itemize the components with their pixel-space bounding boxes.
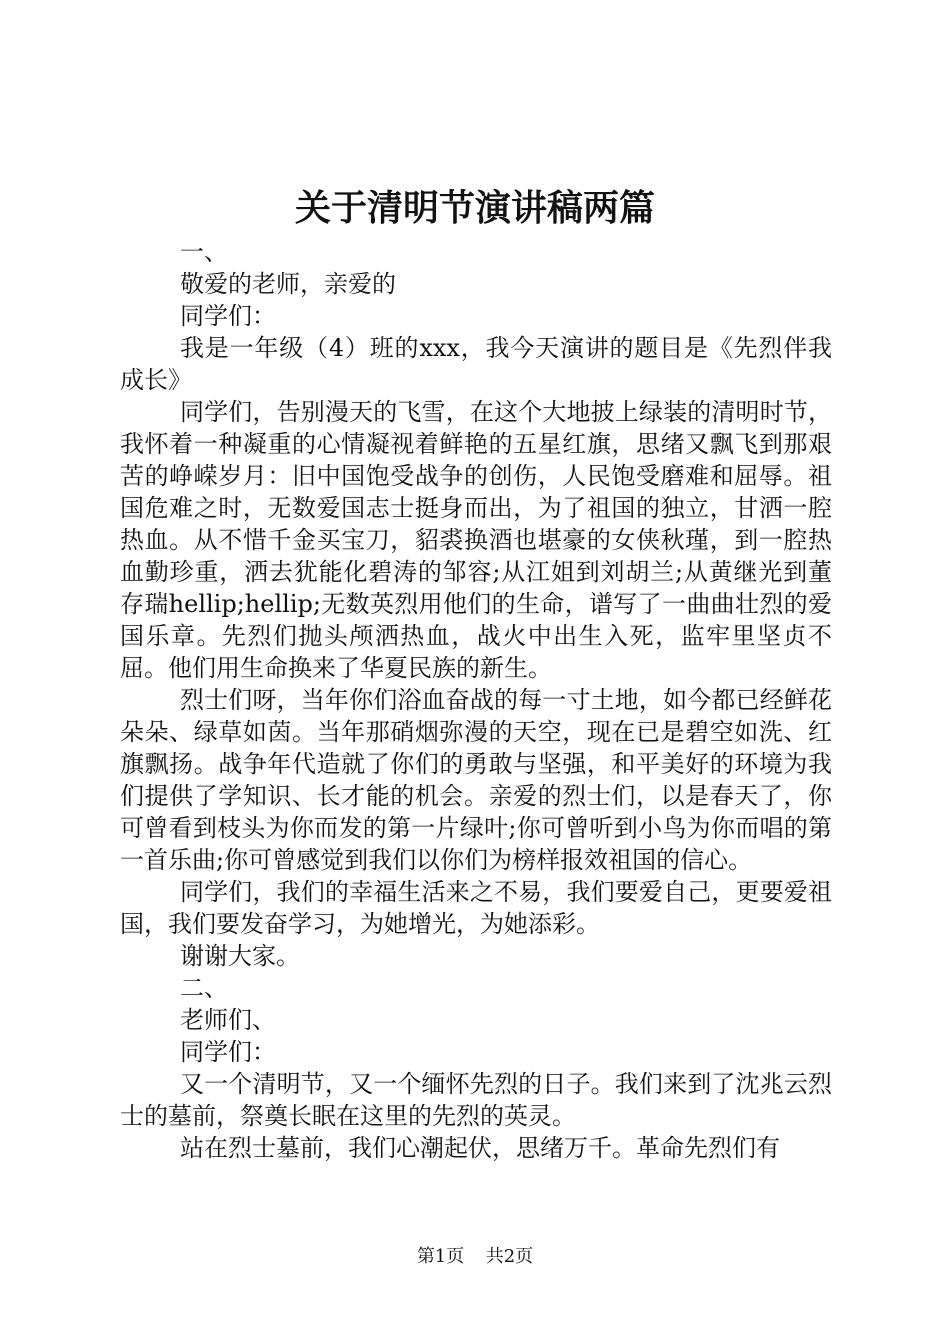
paragraph-salutation-teachers-two: 老师们、	[180, 1006, 276, 1034]
page-title: 关于清明节演讲稿两篇	[294, 188, 655, 229]
paragraph-section-one-heading: 一、	[180, 238, 228, 266]
paragraph-tomb-reflection: 站在烈士墓前，我们心潮起伏，思绪万千。革命先烈们有	[180, 1134, 780, 1162]
paragraph-salutation-teachers: 敬爱的老师，亲爱的	[180, 270, 396, 298]
paragraph-section-two-heading: 二、	[180, 974, 228, 1002]
document-body	[120, 236, 832, 1164]
page-footer	[0, 1245, 950, 1269]
page-number: 第1页	[416, 1246, 465, 1267]
paragraph-martyrs-address: 烈士们呀，当年你们浴血奋战的每一寸土地，如今都已经鲜花朵朵、绿草如茵。当年那硝烟弥漫的天空，现在已是碧空如洗、红旗飘扬。战争年代造就了你们的勇敢与坚强，和平美好的环境为我们提供了学知识、长才能的机会。亲爱的烈士们，以是春天了，你可曾看到枝头为你而发的第一片绿叶;你可曾听到小鸟为你而唱的第一首乐曲;你可曾感觉到我们以你们为榜样报效祖国的信心。	[120, 686, 832, 874]
paragraph-salutation-students-two: 同学们：	[180, 1038, 276, 1066]
paragraph-qingming-intro: 又一个清明节，又一个缅怀先烈的日子。我们来到了沈兆云烈士的墓前，祭奠长眠在这里的先烈的英灵。	[120, 1070, 832, 1130]
paragraph-martyrs-history: 同学们，告别漫天的飞雪，在这个大地披上绿装的清明时节，我怀着一种凝重的心情凝视着鲜艳的五星红旗，思绪又飘飞到那艰苦的峥嵘岁月：旧中国饱受战争的创伤，人民饱受磨难和屈辱。祖国危难之时，无数爱国志士挺身而出，为了祖国的独立，甘洒一腔热血。从不惜千金买宝刀，貂裘换酒也堪豪的女侠秋瑾，到一腔热血勤珍重，洒去犹能化碧涛的邹容;从江姐到刘胡兰;从黄继光到董存瑞hellip;hellip;无数英烈用他们的生命，谱写了一曲曲壮烈的爱国乐章。先烈们抛头颅洒热血，战火中出生入死，监牢里坚贞不屈。他们用生命换来了华夏民族的新生。	[120, 398, 832, 682]
paragraph-intro: 我是一年级（4）班的xxx，我今天演讲的题目是《先烈伴我成长》	[120, 334, 832, 394]
paragraph-thanks: 谢谢大家。	[180, 942, 300, 970]
paragraph-call-to-action: 同学们，我们的幸福生活来之不易，我们要爱自己，更要爱祖国，我们要发奋学习，为她增光，为她添彩。	[120, 878, 832, 938]
page-total: 共2页	[485, 1246, 534, 1267]
paragraph-salutation-students: 同学们：	[180, 302, 276, 330]
